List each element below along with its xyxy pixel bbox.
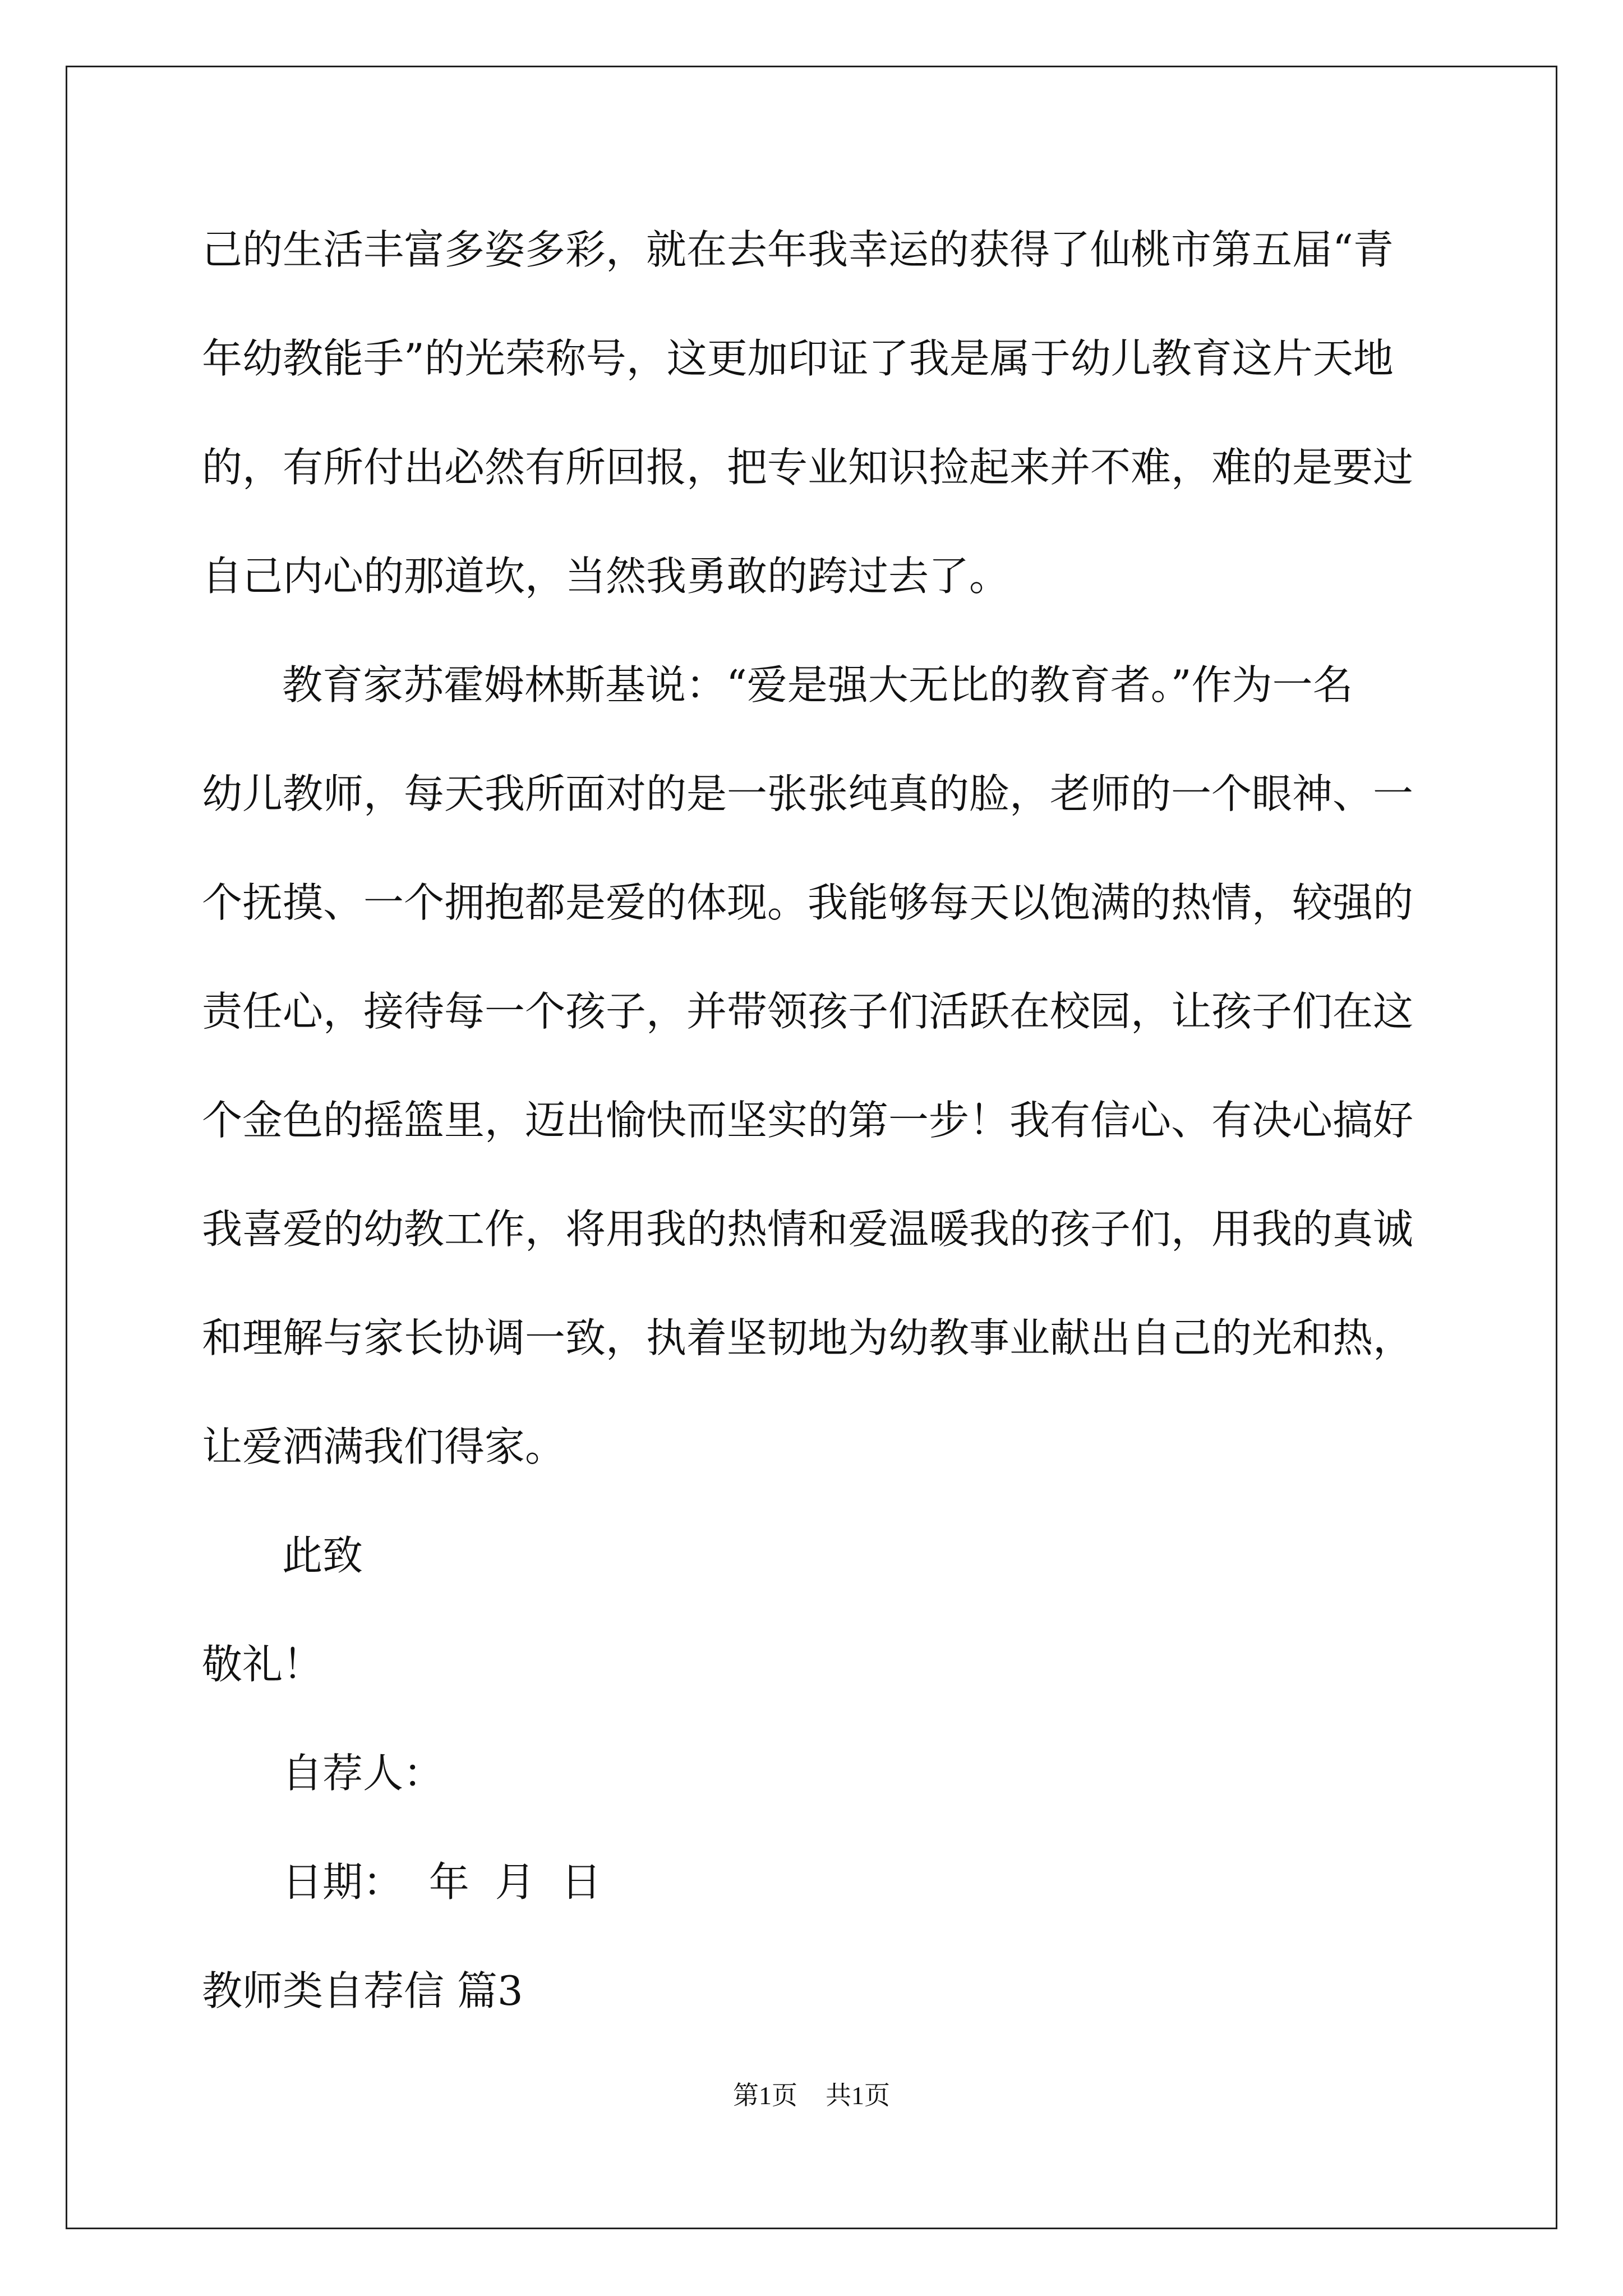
- signature-line: 自荐人：: [282, 1750, 444, 1797]
- paragraph-line: 教育家苏霍姆林斯基说：“爱是强大无比的教育者。”作为一名: [282, 661, 1353, 708]
- paragraph-line: 己的生活丰富多姿多彩，就在去年我幸运的获得了仙桃市第五届“青: [202, 226, 1394, 273]
- paragraph-line: 责任心，接待每一个孩子，并带领孩子们活跃在校园，让孩子们在这: [202, 988, 1414, 1035]
- paragraph-line: 个金色的摇篮里，迈出愉快而坚实的第一步！我有信心、有决心搞好: [202, 1097, 1414, 1144]
- paragraph-line: 和理解与家长协调一致，执着坚韧地为幼教事业献出自己的光和热，: [202, 1314, 1414, 1361]
- closing-salutation: 此致: [282, 1532, 363, 1579]
- paragraph-line: 幼儿教师，每天我所面对的是一张张纯真的脸，老师的一个眼神、一: [202, 770, 1414, 817]
- closing-regards: 敬礼！: [202, 1641, 324, 1688]
- date-line: 日期： 年 月 日: [282, 1858, 602, 1906]
- page-footer: [0, 2079, 1623, 2113]
- page-number-current: 第1页: [733, 2081, 797, 2110]
- paragraph-line: 年幼教能手”的光荣称号，这更加印证了我是属于幼儿教育这片天地: [202, 335, 1394, 382]
- paragraph-line: 个抚摸、一个拥抱都是爱的体现。我能够每天以饱满的热情，较强的: [202, 879, 1414, 926]
- paragraph-line: 我喜爱的幼教工作，将用我的热情和爱温暖我的孩子们，用我的真诚: [202, 1205, 1414, 1253]
- page-number-total: 共1页: [826, 2081, 890, 2110]
- paragraph-line: 自己内心的那道坎，当然我勇敢的跨过去了。: [202, 553, 1010, 600]
- document-body: [202, 216, 1430, 2066]
- paragraph-line: 的，有所付出必然有所回报，把专业知识捡起来并不难，难的是要过: [202, 444, 1414, 491]
- paragraph-line: 让爱洒满我们得家。: [202, 1423, 566, 1470]
- section-heading: 教师类自荐信 篇3: [202, 1967, 523, 2014]
